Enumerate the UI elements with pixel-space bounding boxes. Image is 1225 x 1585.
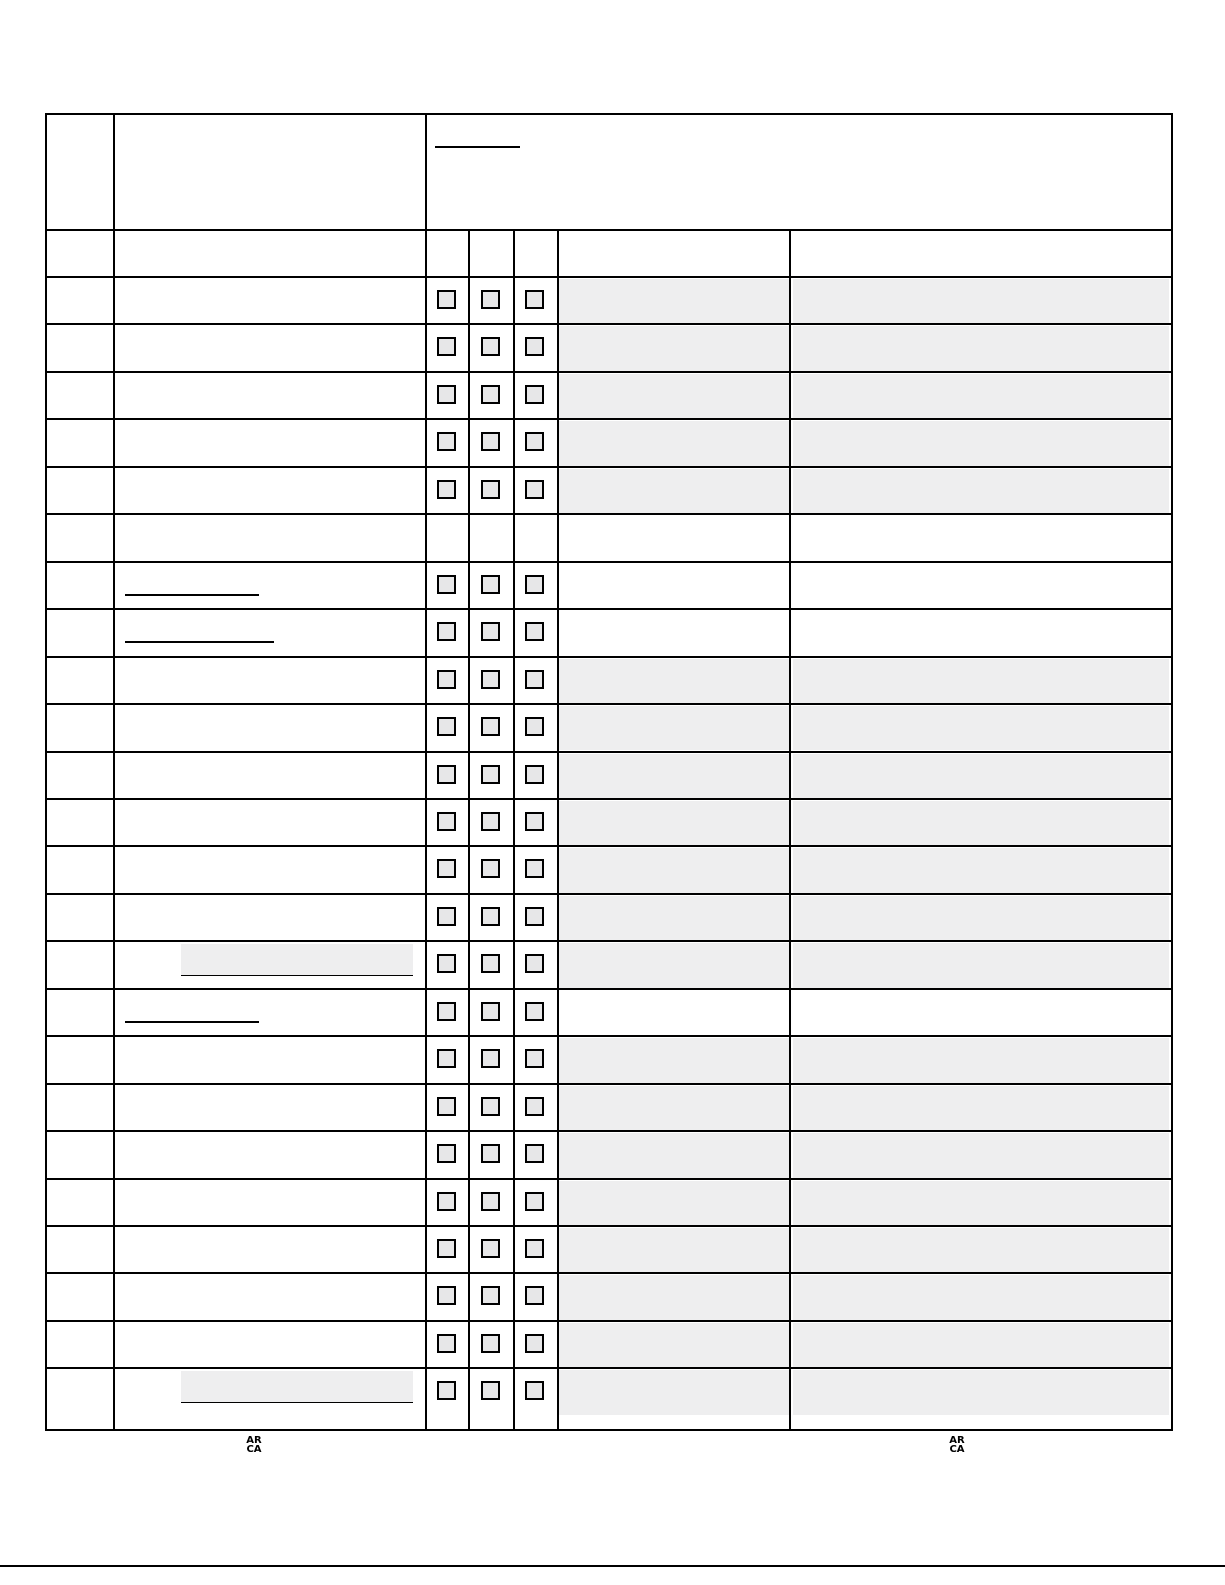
row-heading-underline <box>125 594 259 596</box>
comment-field-b[interactable] <box>793 848 1169 892</box>
comment-field-b[interactable] <box>793 801 1169 845</box>
col-divider-comment <box>789 230 791 1429</box>
checkbox-choice-3[interactable] <box>525 385 544 404</box>
footer-logo-left-bottom: CA <box>246 1444 262 1455</box>
checkbox-choice-3[interactable] <box>525 480 544 499</box>
comment-field-a[interactable] <box>559 1133 789 1177</box>
footer-logo-right-bottom: CA <box>949 1444 965 1455</box>
checkbox-choice-2[interactable] <box>481 622 500 641</box>
checkbox-choice-1[interactable] <box>437 1192 456 1211</box>
row-divider <box>47 798 1171 800</box>
comment-field-b[interactable] <box>793 706 1169 750</box>
comment-field-a[interactable] <box>559 421 789 465</box>
comment-field-a[interactable] <box>559 848 789 892</box>
checkbox-choice-1[interactable] <box>437 385 456 404</box>
checkbox-choice-3[interactable] <box>525 1192 544 1211</box>
checkbox-choice-2[interactable] <box>481 812 500 831</box>
comment-field-b[interactable] <box>793 754 1169 798</box>
row-divider <box>47 1320 1171 1322</box>
checkbox-choice-2[interactable] <box>481 1002 500 1021</box>
comment-field-a[interactable] <box>559 1228 789 1272</box>
other-specify-input[interactable] <box>181 1371 413 1403</box>
footer-logo-left <box>245 1436 263 1454</box>
comment-field-a[interactable] <box>559 326 789 370</box>
footer-logo-left-top: AR <box>246 1435 262 1446</box>
comment-field-b[interactable] <box>793 374 1169 418</box>
comment-field-a[interactable] <box>559 1323 789 1367</box>
row-heading-underline <box>125 641 274 643</box>
bottom-rule <box>0 1565 1225 1567</box>
comment-field-b[interactable] <box>793 1086 1169 1130</box>
checkbox-choice-3[interactable] <box>525 290 544 309</box>
comment-field-b[interactable] <box>793 1038 1169 1082</box>
checkbox-choice-1[interactable] <box>437 1097 456 1116</box>
comment-field-b[interactable] <box>793 943 1169 987</box>
comment-field-a[interactable] <box>559 1370 789 1414</box>
comment-field-b[interactable] <box>793 1370 1169 1414</box>
checkbox-choice-3[interactable] <box>525 765 544 784</box>
checkbox-choice-2[interactable] <box>481 1334 500 1353</box>
comment-field-b[interactable] <box>793 279 1169 323</box>
checkbox-choice-3[interactable] <box>525 717 544 736</box>
checkbox-choice-1[interactable] <box>437 622 456 641</box>
row-divider <box>47 1035 1171 1037</box>
comment-field-a[interactable] <box>559 469 789 513</box>
row-divider <box>47 1272 1171 1274</box>
footer-logo-right-top: AR <box>949 1435 965 1446</box>
checkbox-choice-3[interactable] <box>525 670 544 689</box>
checkbox-choice-1[interactable] <box>437 812 456 831</box>
row-divider <box>47 608 1171 610</box>
checkbox-choice-3[interactable] <box>525 907 544 926</box>
checkbox-choice-3[interactable] <box>525 622 544 641</box>
comment-field-b[interactable] <box>793 1275 1169 1319</box>
comment-field-a[interactable] <box>559 279 789 323</box>
checkbox-choice-3[interactable] <box>525 1239 544 1258</box>
checkbox-choice-2[interactable] <box>481 1049 500 1068</box>
checkbox-choice-3[interactable] <box>525 859 544 878</box>
checkbox-choice-3[interactable] <box>525 1286 544 1305</box>
row-divider <box>47 1367 1171 1369</box>
row-divider <box>47 940 1171 942</box>
checkbox-choice-1[interactable] <box>437 1334 456 1353</box>
checkbox-choice-2[interactable] <box>481 1286 500 1305</box>
row-divider <box>47 561 1171 563</box>
comment-field-b[interactable] <box>793 659 1169 703</box>
comment-field-a[interactable] <box>559 706 789 750</box>
checkbox-choice-3[interactable] <box>525 812 544 831</box>
checkbox-choice-2[interactable] <box>481 1097 500 1116</box>
row-divider <box>47 988 1171 990</box>
header-label-underline <box>435 146 520 148</box>
header-divider <box>47 229 1171 231</box>
checkbox-choice-2[interactable] <box>481 575 500 594</box>
row-divider <box>47 513 1171 515</box>
form-table <box>45 113 1173 1431</box>
col-divider-choice-1 <box>468 230 470 1429</box>
checkbox-choice-2[interactable] <box>481 385 500 404</box>
checkbox-choice-2[interactable] <box>481 954 500 973</box>
row-divider <box>47 1130 1171 1132</box>
row-divider <box>47 418 1171 420</box>
comment-field-a[interactable] <box>559 1275 789 1319</box>
checkbox-choice-1[interactable] <box>437 290 456 309</box>
checkbox-choice-1[interactable] <box>437 1002 456 1021</box>
checkbox-choice-3[interactable] <box>525 1097 544 1116</box>
comment-field-a[interactable] <box>559 659 789 703</box>
comment-field-b[interactable] <box>793 421 1169 465</box>
comment-field-a[interactable] <box>559 1038 789 1082</box>
comment-field-a[interactable] <box>559 943 789 987</box>
checkbox-choice-3[interactable] <box>525 1334 544 1353</box>
row-divider <box>47 751 1171 753</box>
checkbox-choice-2[interactable] <box>481 670 500 689</box>
checkbox-choice-2[interactable] <box>481 337 500 356</box>
checkbox-choice-2[interactable] <box>481 765 500 784</box>
checkbox-choice-1[interactable] <box>437 765 456 784</box>
row-divider <box>47 323 1171 325</box>
comment-field-b[interactable] <box>793 469 1169 513</box>
comment-field-b[interactable] <box>793 1181 1169 1225</box>
checkbox-choice-3[interactable] <box>525 1002 544 1021</box>
checkbox-choice-2[interactable] <box>481 1192 500 1211</box>
checkbox-choice-1[interactable] <box>437 1286 456 1305</box>
checkbox-choice-1[interactable] <box>437 670 456 689</box>
row-divider <box>47 1083 1171 1085</box>
checkbox-choice-2[interactable] <box>481 480 500 499</box>
comment-field-a[interactable] <box>559 801 789 845</box>
comment-field-a[interactable] <box>559 374 789 418</box>
comment-field-a[interactable] <box>559 754 789 798</box>
checkbox-choice-1[interactable] <box>437 1381 456 1400</box>
row-divider <box>47 371 1171 373</box>
checkbox-choice-2[interactable] <box>481 290 500 309</box>
comment-field-b[interactable] <box>793 1323 1169 1367</box>
comment-field-a[interactable] <box>559 1086 789 1130</box>
checkbox-choice-1[interactable] <box>437 859 456 878</box>
checkbox-choice-1[interactable] <box>437 575 456 594</box>
checkbox-choice-2[interactable] <box>481 907 500 926</box>
row-heading-underline <box>125 1021 259 1023</box>
footer-logo-right <box>948 1436 966 1454</box>
checkbox-choice-1[interactable] <box>437 1144 456 1163</box>
comment-field-b[interactable] <box>793 1133 1169 1177</box>
checkbox-choice-3[interactable] <box>525 575 544 594</box>
checkbox-choice-3[interactable] <box>525 954 544 973</box>
row-divider <box>47 893 1171 895</box>
col-divider-item <box>425 115 427 1429</box>
checkbox-choice-3[interactable] <box>525 337 544 356</box>
checkbox-choice-1[interactable] <box>437 432 456 451</box>
checkbox-choice-1[interactable] <box>437 1239 456 1258</box>
row-divider <box>47 845 1171 847</box>
col-divider-choice-2 <box>513 230 515 1429</box>
checkbox-choice-3[interactable] <box>525 1144 544 1163</box>
checkbox-choice-3[interactable] <box>525 432 544 451</box>
comment-field-b[interactable] <box>793 1228 1169 1272</box>
checkbox-choice-1[interactable] <box>437 954 456 973</box>
checkbox-choice-2[interactable] <box>481 717 500 736</box>
row-divider <box>47 466 1171 468</box>
checkbox-choice-1[interactable] <box>437 337 456 356</box>
row-divider <box>47 656 1171 658</box>
checkbox-choice-1[interactable] <box>437 1049 456 1068</box>
other-specify-input[interactable] <box>181 944 413 976</box>
row-divider <box>47 1225 1171 1227</box>
comment-field-a[interactable] <box>559 896 789 940</box>
comment-field-b[interactable] <box>793 896 1169 940</box>
checkbox-choice-3[interactable] <box>525 1381 544 1400</box>
checkbox-choice-2[interactable] <box>481 1239 500 1258</box>
column-header-divider <box>47 276 1171 278</box>
comment-field-a[interactable] <box>559 1181 789 1225</box>
checkbox-choice-1[interactable] <box>437 480 456 499</box>
checkbox-choice-2[interactable] <box>481 1381 500 1400</box>
checkbox-choice-1[interactable] <box>437 907 456 926</box>
checkbox-choice-2[interactable] <box>481 1144 500 1163</box>
comment-field-b[interactable] <box>793 326 1169 370</box>
checkbox-choice-1[interactable] <box>437 717 456 736</box>
row-divider <box>47 1178 1171 1180</box>
checkbox-choice-2[interactable] <box>481 432 500 451</box>
checkbox-choice-3[interactable] <box>525 1049 544 1068</box>
col-divider-number <box>113 115 115 1429</box>
row-divider <box>47 703 1171 705</box>
checkbox-choice-2[interactable] <box>481 859 500 878</box>
